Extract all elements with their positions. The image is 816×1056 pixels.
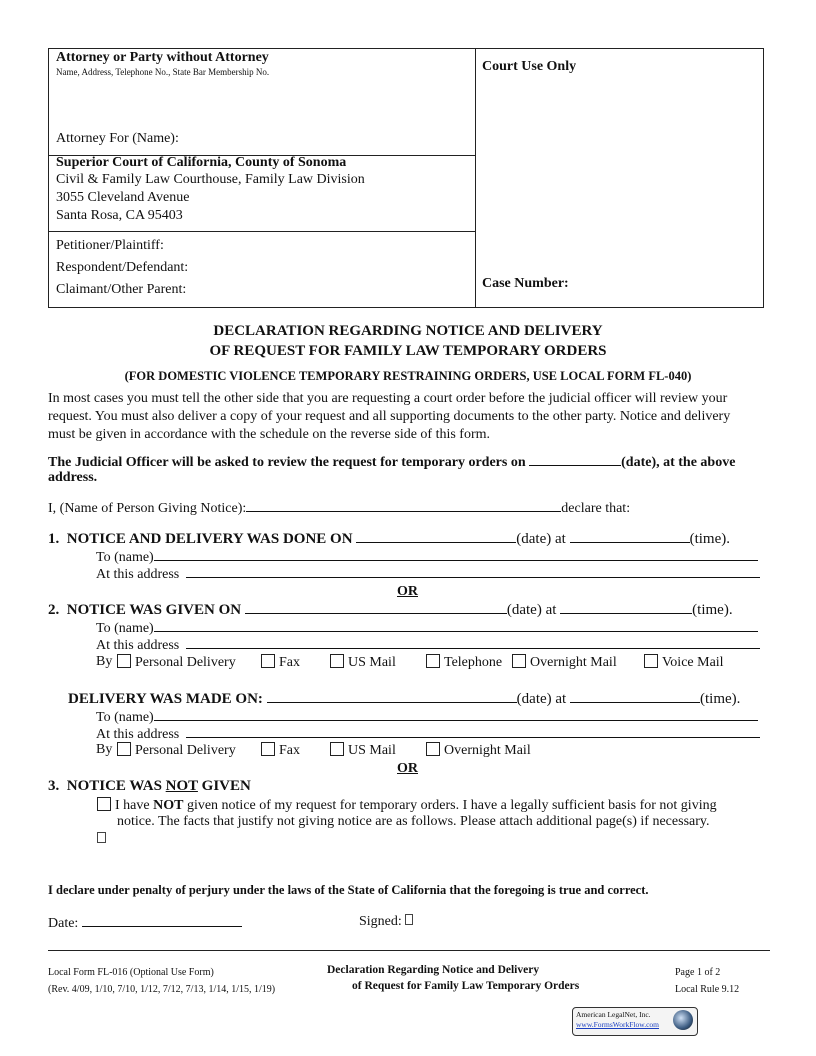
review-text: The Judicial Officer will be asked to review the request for temporary orders on [48,455,526,470]
time-label: (time). [689,531,730,547]
method-label: Overnight Mail [444,743,531,758]
section-number: 3. [48,778,60,794]
s2-to-name-field[interactable] [154,619,758,632]
delivery-address-field[interactable] [186,725,760,738]
time-label: (time). [692,602,733,618]
footer-rule-ref: Local Rule 9.12 [675,984,740,995]
petitioner-label[interactable]: Petitioner/Plaintiff: [56,238,164,253]
declarant-line [48,499,630,517]
form-subtitle: (FOR DOMESTIC VIOLENCE TEMPORARY RESTRAINING ORDERS, USE LOCAL FORM FL-040) [124,369,692,383]
claimant-label[interactable]: Claimant/Other Parent: [56,282,187,297]
delivery-fax[interactable] [261,742,300,759]
checkbox[interactable] [117,654,131,668]
footer-revision: (Rev. 4/09, 1/10, 7/10, 1/12, 7/12, 7/13, 1/14, 1/15, 1/19) [48,984,276,995]
signed-line [359,914,413,930]
time-label: (time). [699,691,741,707]
s2-address-field[interactable] [186,636,760,649]
attorney-subtitle: Name, Address, Telephone No., State Bar Membership No. [56,67,270,77]
to-name-label: To (name) [96,550,154,565]
court-name: Superior Court of California, County of Sonoma [56,155,347,170]
divider [475,48,476,307]
method-label: Fax [279,655,300,670]
to-name-line [96,708,758,726]
section-3-label-not: NOT [165,778,198,794]
no-notice-text: I have [115,798,150,813]
date-label: (date) at [516,531,566,547]
form-title: OF REQUEST FOR FAMILY LAW TEMPORARY ORDERS [209,343,607,359]
method-label: Telephone [444,655,503,670]
declarant-label: declare that: [561,501,631,516]
section-3-label: GIVEN [201,778,251,794]
review-text: (date), at the above [621,455,736,470]
form-title: DECLARATION REGARDING NOTICE AND DELIVERY [213,323,603,339]
americanlegalnet-logo[interactable] [572,1007,698,1036]
attorney-for-label[interactable]: Attorney For (Name): [56,131,179,146]
no-notice-not: NOT [153,798,184,813]
review-statement [48,453,735,471]
section-2-line [48,601,733,619]
signed-label: Signed: [359,914,402,929]
s1-time-field[interactable] [570,530,690,543]
checkbox[interactable] [261,654,275,668]
address-label: At this address [96,638,180,653]
footer-title: of Request for Family Law Temporary Orders [352,980,580,992]
declarant-label: I, (Name of Person Giving Notice): [48,501,247,516]
footer-form: Local Form FL-016 (Optional Use Form) [48,967,214,978]
checkbox[interactable] [117,742,131,756]
review-text: address. [48,470,98,485]
delivery-time-field[interactable] [570,690,700,703]
delivery-line [68,690,740,708]
court-use-only: Court Use Only [482,59,577,74]
address-line [96,565,760,583]
case-number-label[interactable]: Case Number: [482,276,569,291]
by-label: By [96,742,113,757]
s2-date-field[interactable] [245,601,507,614]
delivery-personal[interactable] [117,742,236,759]
s1-to-name-field[interactable] [154,548,758,561]
address-label: At this address [96,727,180,742]
no-notice-text: notice. The facts that justify not giving notice are as follows. Please attach additional page(s) if necessary. [117,814,710,829]
section-1-line [48,530,730,548]
divider [48,231,475,232]
delivery-to-name-field[interactable] [154,708,758,721]
method-overnight[interactable] [512,654,617,671]
checkbox[interactable] [261,742,275,756]
address-line [96,636,760,654]
delivery-date-field[interactable] [267,690,517,703]
checkbox[interactable] [426,654,440,668]
s1-date-field[interactable] [356,530,516,543]
facts-field[interactable] [97,832,106,843]
method-label: US Mail [348,655,396,670]
method-telephone[interactable] [426,654,502,671]
checkbox[interactable] [97,797,111,811]
delivery-overnight[interactable] [426,742,531,759]
date-line [48,914,242,932]
method-label: Personal Delivery [135,655,236,670]
method-personal[interactable] [117,654,236,671]
checkbox[interactable] [330,654,344,668]
method-fax[interactable] [261,654,300,671]
method-us-mail[interactable] [330,654,396,671]
no-notice-text: given notice of my request for temporary orders. I have a legally sufficient basis for not giving [186,798,717,813]
section-1-label: NOTICE AND DELIVERY WAS DONE ON [66,531,353,547]
checkbox[interactable] [644,654,658,668]
method-label: Overnight Mail [530,655,617,670]
by-label: By [96,654,113,669]
method-label: Fax [279,743,300,758]
method-label: US Mail [348,743,396,758]
to-name-line [96,548,758,566]
delivery-label: DELIVERY WAS MADE ON: [68,691,263,707]
no-notice-checkbox-row[interactable] [97,797,717,814]
signature-field[interactable] [405,914,413,925]
checkbox[interactable] [330,742,344,756]
declarant-name-field[interactable] [246,499,561,512]
address-line [96,725,760,743]
address-label: At this address [96,567,180,582]
to-name-line [96,619,758,637]
date-label: (date) at [516,691,567,707]
delivery-us-mail[interactable] [330,742,396,759]
s1-address-field[interactable] [186,565,760,578]
globe-icon [673,1010,693,1030]
court-line: Civil & Family Law Courthouse, Family Law Division [56,172,365,187]
date-label: Date: [48,916,79,931]
sign-date-field[interactable] [82,914,242,927]
logo-link[interactable]: www.FormsWorkFlow.com [576,1020,660,1029]
perjury-statement: I declare under penalty of perjury under the laws of the State of California that the foregoing is true and correct. [48,883,649,897]
method-label: Voice Mail [662,655,724,670]
checkbox[interactable] [512,654,526,668]
intro-text: In most cases you must tell the other side that you are requesting a court order before the judicial officer will review your [48,391,728,406]
method-label: Personal Delivery [135,743,236,758]
s2-time-field[interactable] [560,601,692,614]
method-voice-mail[interactable] [644,654,724,671]
footer-title: Declaration Regarding Notice and Delivery [327,964,540,976]
checkbox[interactable] [426,742,440,756]
respondent-label[interactable]: Respondent/Defendant: [56,260,189,275]
section-3-label: NOTICE WAS [66,778,162,794]
footer-page: Page 1 of 2 [675,967,721,978]
section-number: 2. [48,602,60,618]
footer-rule [48,950,770,951]
attorney-title: Attorney or Party without Attorney [56,50,269,65]
section-number: 1. [48,531,60,547]
or-label: OR [397,761,418,776]
section-2-label: NOTICE WAS GIVEN ON [66,602,242,618]
to-name-label: To (name) [96,621,154,636]
intro-text: request. You must also deliver a copy of your request and all supporting documents to the other party. Notice and delivery [48,409,731,424]
section-3-line [48,778,251,795]
court-line: Santa Rosa, CA 95403 [56,208,183,223]
logo-text: American LegalNet, Inc. [576,1010,651,1019]
court-line: 3055 Cleveland Avenue [56,190,190,205]
date-label: (date) at [506,602,557,618]
review-date-field[interactable] [529,453,621,466]
intro-text: must be given in accordance with the schedule on the reverse side of this form. [48,427,491,442]
to-name-label: To (name) [96,710,154,725]
or-label: OR [397,584,418,599]
